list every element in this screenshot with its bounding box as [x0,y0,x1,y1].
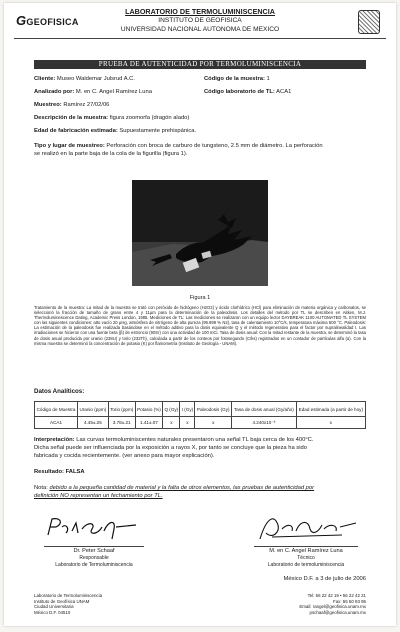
footer-address-line: Laboratorio de Termoluminiscencia [34,593,103,598]
note-line-2: definición NO representan un fechamiento por TL. [34,493,163,499]
table-cell: 3.78±.21 [108,417,135,429]
table-cell: x [195,417,232,429]
lab-code-field: Código laboratorio de TL: ACA1 [204,89,292,95]
sampling-field: Muestreo: Ramírez 27/02/06 [34,102,110,108]
footer-address-line: México D.F. 04510 [34,609,71,615]
left-signature [42,513,142,547]
note-line-1: Nota: debido a la pequeña cantidad de material y la falta de otros elementos, las pruebas de autenticidad por [34,485,315,491]
left-signatory-name: Dr. Peter Schaaf [73,548,115,554]
footer-phone: Tel: 56 22 42 19 • 56 22 42 21 [307,593,366,598]
table-header-cell: Código de Muestra [35,402,78,417]
table-cell: x [180,417,195,429]
right-signatory-role: Técnico [297,554,315,561]
result-field: Resultado: FALSA [34,469,85,475]
right-signature-line [254,546,358,547]
table-cell: 4.45±.25 [78,417,109,429]
client-field: Cliente: Museo Waldemar Julsrud A.C. [34,76,135,82]
analytical-data-title: Datos Analíticos: [34,388,85,395]
interpretation-line-3: fabricada y cocida recientemente. (ver anexo para mayor explicación). [34,453,215,459]
logo-text: GEOFISICA [26,17,79,27]
figure-caption: Figura 1 [189,295,211,301]
letterhead-center [94,7,306,34]
footer-address-line: Instituto de Geofísica UNAM [34,598,90,604]
footer-fax: Fax: 55 50 93 95 [333,598,366,604]
analyzed-by-field: Analizado por: M. en C. Angel Ramírez Luna [34,89,152,95]
letterhead [4,3,396,37]
left-signatory-role: Responsable [79,554,109,561]
footer-email: Email: rangel@geofisica.unam.mx [299,604,366,610]
table-header-cell: Torio (ppm) [108,402,135,417]
table-header-cell: I (Gy) [180,402,195,417]
left-signatory [24,548,164,568]
footer-contact [299,593,366,615]
dragon-figurine-image [132,180,268,286]
treatment-paragraph: Tratamiento de la muestra: La mitad de la muestra se trató con peróxido de hidrógeno (H2O2) y ácido clorhídrico (HCl) para eliminación de materia orgánica y carbonatos, se seleccionó la fracción de tamaño de grano entre 4 y 11µm para la determinación de la paleodosis. Los detalles del método por TL se describen en Aitken, M.J. Thermoluminescence Dating, Academic Press London, 1985. Mediciones de TL: Las mediciones se realizaron con un equipo lector DAYBREAK 1100 AUTOMATED TL SYSTEM con las siguientes condiciones: atto vacío 20 µHg, atmósfera de nitrógeno de alta pureza (99.999 % N2), tasa de calentamiento 10°C/s, temperatura máxima 500 °C. Paleodosis: La estimación de la paleodosis fue realizada basándose en el método aditivo para la dosis equivalente Q y el método regenerativo para el factor por supralinealidad I. Las irradiaciones se hicieron con una fuente beta (β) de estroncio (90Sr) con una actividad de 100 mCi. Tasa de dosis anual: Con la mitad restante de la muestra, se determinó la tasa de dosis anual producida por uranio (238U) y torio (232Th), calculada a partir de los conteos por fotosegundo (C/ks) registrados en un contador de partículas alfa (α). Con la misma muestra se determinó la concentración de potasio (K) por flamometría (Instituto de Geología - UNAM). [34,305,366,346]
table-cell: x [296,417,365,429]
right-signature [252,509,362,547]
unam-seal-icon [358,10,380,34]
right-signatory-name: M. en C. Angel Ramírez Luna [269,548,343,554]
table-cell: 1.41±.07 [135,417,163,429]
description-field: Descripción de la muestra: figura zoomorfa (dragón alado) [34,115,190,121]
table-header-cell: Uranio (ppm) [78,402,109,417]
table-cell: 4.240x10⁻³ [232,417,297,429]
sampling-type-field-cont: se realizó en la parte baja de la cola de la figurilla (figura 1). [34,151,188,157]
table-cell: x [163,417,180,429]
table-header-cell: Edad estimada (a partir de hoy) [296,402,365,417]
right-signatory [236,548,376,568]
table-header-row [35,402,366,417]
footer-address-line: Ciudad Universitaria [34,604,74,610]
footer-address [34,593,102,615]
interpretation-line-2: Dicha señal puede ser influenciada por la exposición a rayos X, por tanto se concluye que la pieza ha sido [34,445,307,451]
left-signature-line [44,546,144,547]
table-header-cell: Tasa de dosis anual (Gy/año) [232,402,297,417]
document-title-banner: PRUEBA DE AUTENTICIDAD POR TERMOLUMINISCENCIA [34,60,366,69]
sampling-type-field: Tipo y lugar de muestreo: Perforación con broca de carburo de tungsteno, 2.5 mm de diámetro. La perforación [34,143,323,149]
table-row [35,417,366,429]
geofisica-logo: GGEOFISICA [16,13,79,28]
right-signatory-org: Laboratorio de termoluminiscencia [267,561,345,568]
footer-email: pschaaf@geofisica.unam.mx [309,609,366,615]
lab-title: LABORATORIO DE TERMOLUMINISCENCIA [125,7,275,16]
header-divider [14,38,386,39]
university-name: UNIVERSIDAD NACIONAL AUTONOMA DE MEXICO [120,26,280,33]
issue-date: México D.F. a 3 de julio de 2006 [283,576,366,582]
table-cell: ACA1 [35,417,78,429]
interpretation-line-1: Interpretación: Las curvas termoluminiscentes naturales presentaron una señal TL baja cerca de los 400°C. [34,437,314,443]
result-value: FALSA [65,469,85,475]
sample-code-field: Código de la muestra: 1 [204,76,270,82]
institute-name: INSTITUTO DE GEOFISICA [158,17,242,24]
estimated-age-field: Edad de fabricación estimada: Supuestamente prehispánica. [34,128,197,134]
left-signatory-org: Laboratorio de Termoluminiscencia [55,561,133,568]
table-header-cell: Paleodosis (Gy) [195,402,232,417]
certificate-page [4,3,396,626]
dragon-figurine-photo [132,180,268,286]
table-header-cell: Q (Gy) [163,402,180,417]
analytical-data-table [34,401,366,429]
table-header-cell: Potasio (%) [135,402,163,417]
